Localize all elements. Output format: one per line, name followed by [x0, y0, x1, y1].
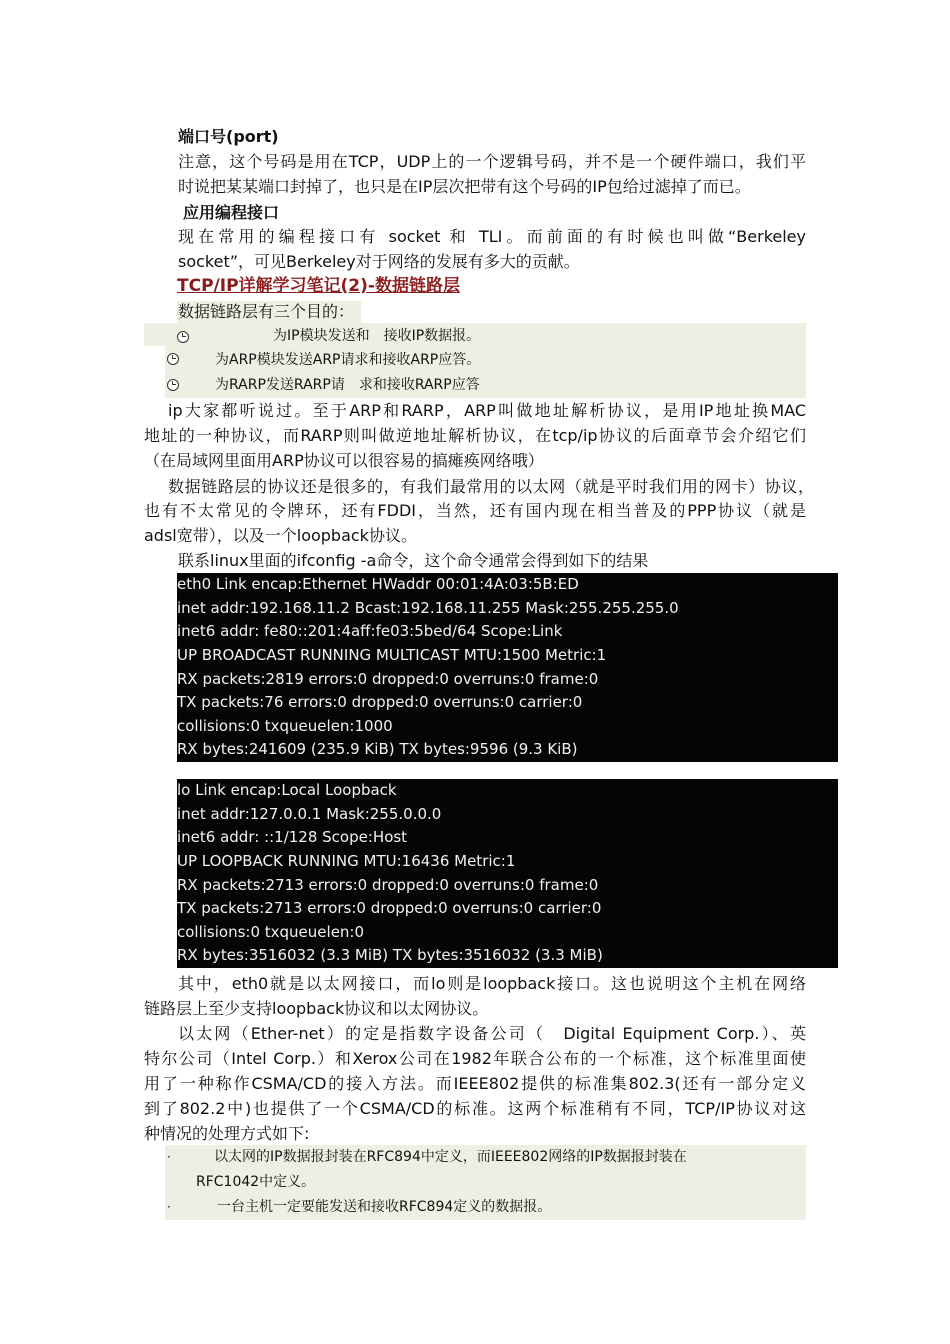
terminal-line: eth0 Link encap:Ethernet HWaddr 00:01:4A:03:5B:ED: [177, 575, 579, 593]
terminal-line: RX bytes:3516032 (3.3 MiB) TX bytes:3516032 (3.3 MiB): [177, 946, 603, 964]
arp-line-3: （在局域网里面用ARP协议可以很容易的搞瘫痪网络哦）: [144, 451, 544, 470]
terminal-line: inet addr:127.0.0.1 Mask:255.0.0.0: [177, 805, 442, 823]
terminal-lo: [177, 779, 838, 968]
api-heading: 应用编程接口: [183, 203, 280, 222]
ethernet-line-2: 特尔公司（Intel Corp.）和Xerox公司在1982年联合公布的一个标准，这个标准里面使: [144, 1049, 806, 1068]
terminal-eth0: [177, 573, 838, 762]
port-text-line-2: 时说把某某端口封掉了，也只是在IP层次把带有这个号码的IP包给过滤掉了而已。: [178, 177, 751, 196]
protocols-line-1: 数据链路层的协议还是很多的，有我们最常用的以太网（就是平时我们用的网卡）协议，: [168, 477, 814, 496]
purpose-item-1: 为IP模块发送和 接收IP数据报。: [273, 328, 481, 344]
terminal-line: inet6 addr: ::1/128 Scope:Host: [177, 828, 408, 846]
port-heading: 端口号(port): [178, 127, 279, 146]
purpose-item-2: 为ARP模块发送ARP请求和接收ARP应答。: [215, 352, 481, 368]
clock-icon: [167, 353, 179, 365]
arp-line-1: ip大家都听说过。至于ARP和RARP，ARP叫做地址解析协议，是用IP地址换MAC: [168, 401, 806, 420]
purpose-intro: 数据链路层有三个目的：: [178, 302, 355, 321]
terminal-line: lo Link encap:Local Loopback: [177, 781, 397, 799]
terminal-line: collisions:0 txqueuelen:0: [177, 923, 365, 941]
ethernet-line-1: 以太网（Ether-net）的定是指数字设备公司（ Digital Equipment Corp.）、英: [178, 1024, 806, 1043]
protocols-line-3: adsl宽带），以及一个loopback协议。: [144, 526, 417, 545]
ethernet-line-5: 种情况的处理方式如下:: [144, 1124, 310, 1143]
api-text-line-1: 现在常用的编程接口有 socket 和 TLI。而前面的有时候也叫做“Berkeley: [178, 227, 806, 246]
terminal-line: collisions:0 txqueuelen:1000: [177, 717, 393, 735]
bullet-dot: ·: [167, 1150, 171, 1164]
clock-icon: [167, 379, 179, 391]
clock-icon: [177, 331, 189, 343]
terminal-line: inet addr:192.168.11.2 Bcast:192.168.11.255 Mask:255.255.255.0: [177, 599, 679, 617]
ifconfig-intro: 联系linux里面的ifconfig -a命令，这个命令通常会得到如下的结果: [178, 551, 649, 570]
bullet-item-1: 以太网的IP数据报封装在RFC894中定义，而IEEE802网络的IP数据报封装在: [214, 1149, 687, 1165]
terminal-line: UP BROADCAST RUNNING MULTICAST MTU:1500 Metric:1: [177, 646, 607, 664]
terminal-line: RX packets:2713 errors:0 dropped:0 overruns:0 frame:0: [177, 876, 599, 894]
terminal-line: TX packets:76 errors:0 dropped:0 overruns:0 carrier:0: [177, 693, 583, 711]
ethernet-line-4: 到了802.2中)也提供了一个CSMA/CD的标准。这两个标准稍有不同，TCP/IP协议对这: [144, 1099, 806, 1118]
eth0-line-1: 其中，eth0就是以太网接口，而lo则是loopback接口。这也说明这个主机在网络: [178, 974, 806, 993]
terminal-line: TX packets:2713 errors:0 dropped:0 overruns:0 carrier:0: [177, 899, 602, 917]
purpose-item-3: 为RARP发送RARP请 求和接收RARP应答: [215, 377, 480, 393]
bullet-item-1-cont: RFC1042中定义。: [196, 1174, 316, 1190]
port-text-line-1: 注意，这个号码是用在TCP，UDP上的一个逻辑号码，并不是一个硬件端口，我们平: [178, 152, 806, 171]
ethernet-line-3: 用了一种称作CSMA/CD的接入方法。而IEEE802提供的标准集802.3(还有一部分定义: [144, 1074, 806, 1093]
bullet-item-2: 一台主机一定要能发送和接收RFC894定义的数据报。: [217, 1199, 552, 1215]
terminal-line: RX bytes:241609 (235.9 KiB) TX bytes:9596 (9.3 KiB): [177, 740, 578, 758]
api-text-line-2: socket”，可见Berkeley对于网络的发展有多大的贡献。: [178, 252, 580, 271]
protocols-line-2: 也有不太常见的令牌环，还有FDDI，当然，还有国内现在相当普及的PPP协议（就是: [144, 501, 806, 520]
eth0-line-2: 链路层上至少支持loopback协议和以太网协议。: [144, 999, 489, 1018]
section-title-link[interactable]: TCP/IP详解学习笔记(2)-数据链路层: [177, 276, 460, 296]
bullet-dot: ·: [167, 1200, 171, 1214]
terminal-line: RX packets:2819 errors:0 dropped:0 overruns:0 frame:0: [177, 670, 599, 688]
arp-line-2: 地址的一种协议，而RARP则叫做逆地址解析协议，在tcp/ip协议的后面章节会介绍它们: [144, 426, 806, 445]
terminal-line: UP LOOPBACK RUNNING MTU:16436 Metric:1: [177, 852, 516, 870]
terminal-line: inet6 addr: fe80::201:4aff:fe03:5bed/64 Scope:Link: [177, 622, 563, 640]
